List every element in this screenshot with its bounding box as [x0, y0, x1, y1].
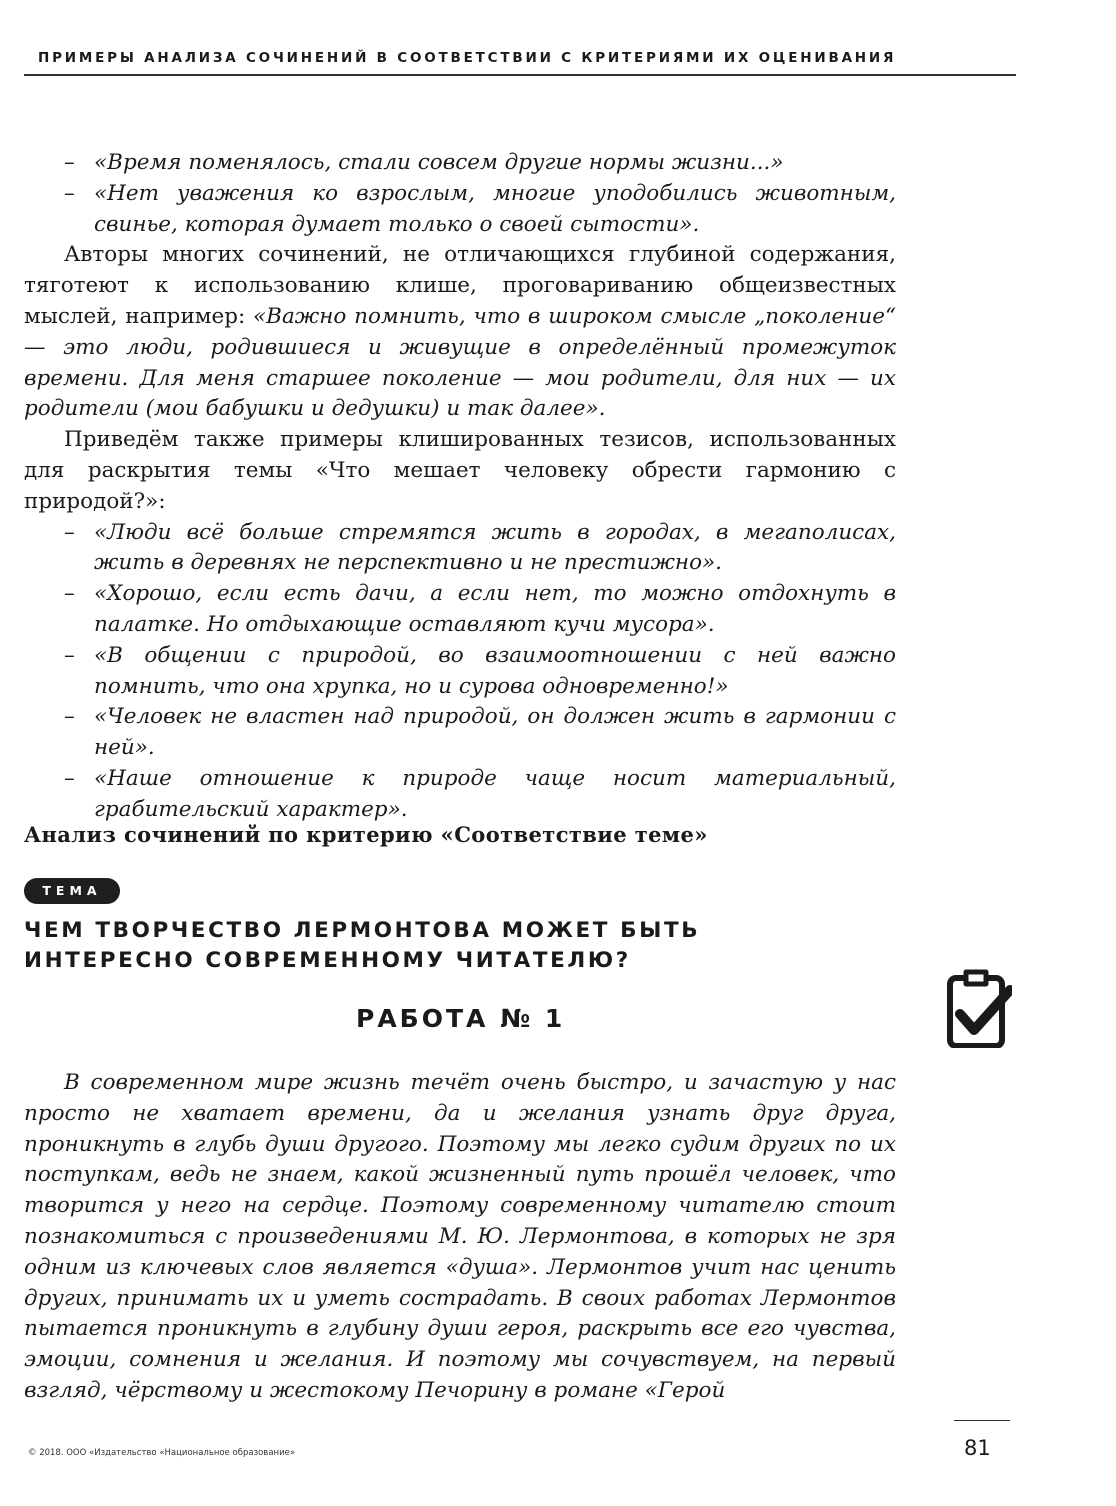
thesis-text: «В общении с природой, во взаимоотношении с ней важно помнить, что она хрупка, но и сурова одновременно!» — [94, 642, 896, 699]
body-text — [24, 148, 896, 826]
header-rule — [24, 74, 1016, 76]
clipboard-check-icon — [940, 966, 1012, 1048]
work-title: РАБОТА № 1 — [356, 1004, 566, 1033]
thesis-text: «Люди всё больше стремятся жить в городах, в мегаполисах, жить в деревнях не перспективно и не престижно». — [94, 519, 896, 576]
thesis-text: «Наше отношение к природе чаще носит материальный, грабительский характер». — [94, 765, 896, 822]
tema-badge: ТЕМА — [24, 878, 120, 904]
paragraph-quote: «Важно помнить, что в широком смысле „поколение“ — это люди, родившиеся и живущие в определённый промежуток времени. Для меня старшее поколение — мои родители, для них — их родители (мои бабушки и дедушки) и так далее». — [24, 303, 896, 422]
thesis-item — [24, 579, 896, 641]
dash-marker: – — [64, 519, 75, 545]
quote-item — [24, 148, 896, 179]
copyright-notice: © 2018. ООО «Издательство «Национальное образование» — [28, 1448, 296, 1458]
paragraph-text: Авторы многих сочинений, не отличающихся глубиной содержания, тяготеют к использованию клише, проговариванию общеизвестных мыслей, например: — [24, 242, 896, 329]
paragraph-cliche — [24, 240, 896, 425]
dash-marker: – — [64, 581, 75, 607]
dash-marker: – — [64, 704, 75, 730]
quote-item — [24, 179, 896, 241]
quote-text: «Время поменялось, стали совсем другие нормы жизни...» — [94, 150, 784, 175]
page-number: 81 — [964, 1436, 991, 1460]
paragraph-examples: Приведём также примеры клишированных тезисов, использованных для раскрытия темы «Что мешает человеку обрести гармонию с природой?»: — [24, 427, 896, 514]
section-heading: Анализ сочинений по критерию «Соответствие теме» — [24, 822, 708, 847]
dash-marker: – — [64, 765, 75, 791]
dash-marker: – — [64, 180, 75, 206]
running-head: ПРИМЕРЫ АНАЛИЗА СОЧИНЕНИЙ В СООТВЕТСТВИИ С КРИТЕРИЯМИ ИХ ОЦЕНИВАНИЯ — [38, 50, 897, 66]
thesis-item — [24, 764, 896, 826]
tema-title — [24, 916, 700, 976]
quote-text: «Нет уважения ко взрослым, многие уподобились животным, свинье, которая думает только о своей сытости». — [94, 180, 896, 237]
tema-title-line: ИНТЕРЕСНО СОВРЕМЕННОМУ ЧИТАТЕЛЮ? — [24, 948, 631, 973]
thesis-item — [24, 641, 896, 703]
dash-marker: – — [64, 642, 75, 668]
thesis-item — [24, 702, 896, 764]
essay-text: В современном мире жизнь течёт очень быстро, и зачастую у нас просто не хватает времени, да и желания узнать друг друга, проникнуть в глубь души другого. Поэтому мы легко судим других по их поступкам, ведь не знаем, какой жизненный путь прошёл человек, что творится у него на сердце. Поэтому современному читателю стоит познакомиться с произведениями М. Ю. Лермонтова, в которых не зря одним из ключевых слов является «душа». Лермонтов учит нас ценить других, принимать их и уметь сострадать. В своих работах Лермонтов пытается проникнуть в глубину души героя, раскрыть все его чувства, эмоции, сомнения и желания. И поэтому мы сочувствуем, на первый взгляд, чёрствому и жестокому Печорину в романе «Герой — [24, 1070, 896, 1403]
tema-title-line: ЧЕМ ТВОРЧЕСТВО ЛЕРМОНТОВА МОЖЕТ БЫТЬ — [24, 918, 701, 943]
thesis-item — [24, 518, 896, 580]
footer-rule — [954, 1420, 1010, 1421]
thesis-text: «Хорошо, если есть дачи, а если нет, то можно отдохнуть в палатке. Но отдыхающие оставляют кучи мусора». — [94, 581, 896, 637]
thesis-text: «Человек не властен над природой, он должен жить в гармонии с ней». — [94, 704, 896, 761]
dash-marker: – — [64, 150, 75, 175]
